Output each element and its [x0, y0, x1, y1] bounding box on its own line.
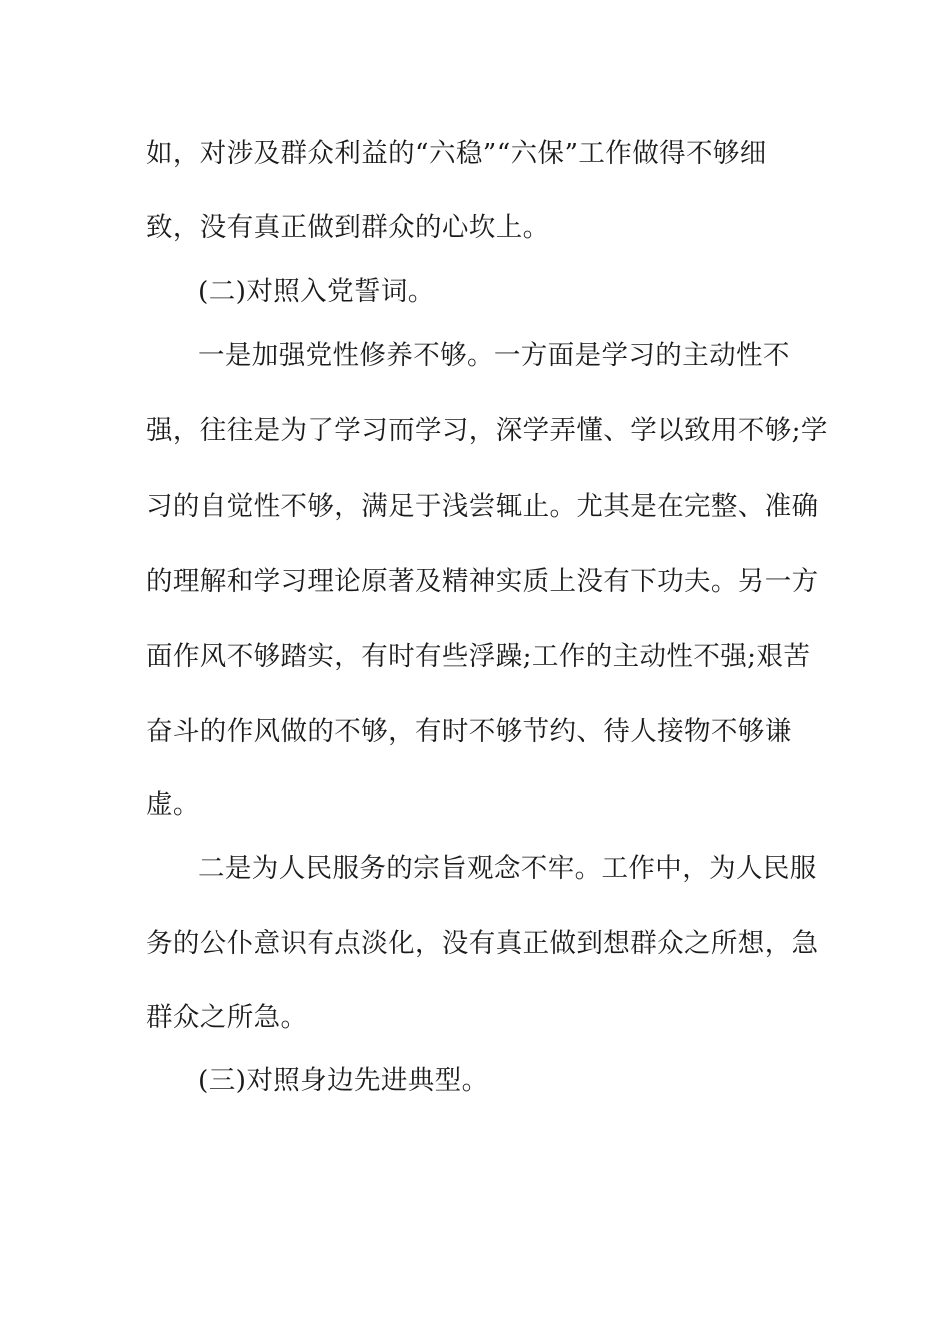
paragraph-line: 虚。 [146, 789, 200, 820]
paragraph-line: 如，对涉及群众利益的“六稳”“六保”工作做得不够细 [146, 138, 767, 169]
paragraph-line: 二是为人民服务的宗旨观念不牢。工作中，为人民服 [198, 853, 817, 884]
paragraph-line: 的理解和学习理论原著及精神实质上没有下功夫。另一方 [146, 566, 819, 597]
paragraph-line: 习的自觉性不够，满足于浅尝辄止。尤其是在完整、准确 [146, 491, 819, 522]
section-heading: (三)对照身边先进典型。 [198, 1065, 489, 1096]
section-heading: (二)对照入党誓词。 [198, 276, 435, 307]
paragraph-line: 面作风不够踏实，有时有些浮躁;工作的主动性不强;艰苦 [146, 641, 811, 672]
paragraph-line: 奋斗的作风做的不够，有时不够节约、待人接物不够谦 [146, 716, 792, 747]
paragraph-line: 一是加强党性修养不够。一方面是学习的主动性不 [198, 340, 790, 371]
paragraph-line: 群众之所急。 [146, 1002, 308, 1033]
paragraph-line: 务的公仆意识有点淡化，没有真正做到想群众之所想，急 [146, 928, 819, 959]
paragraph-line: 强，往往是为了学习而学习，深学弄懂、学以致用不够;学 [146, 415, 828, 446]
paragraph-line: 致，没有真正做到群众的心坎上。 [146, 212, 550, 243]
